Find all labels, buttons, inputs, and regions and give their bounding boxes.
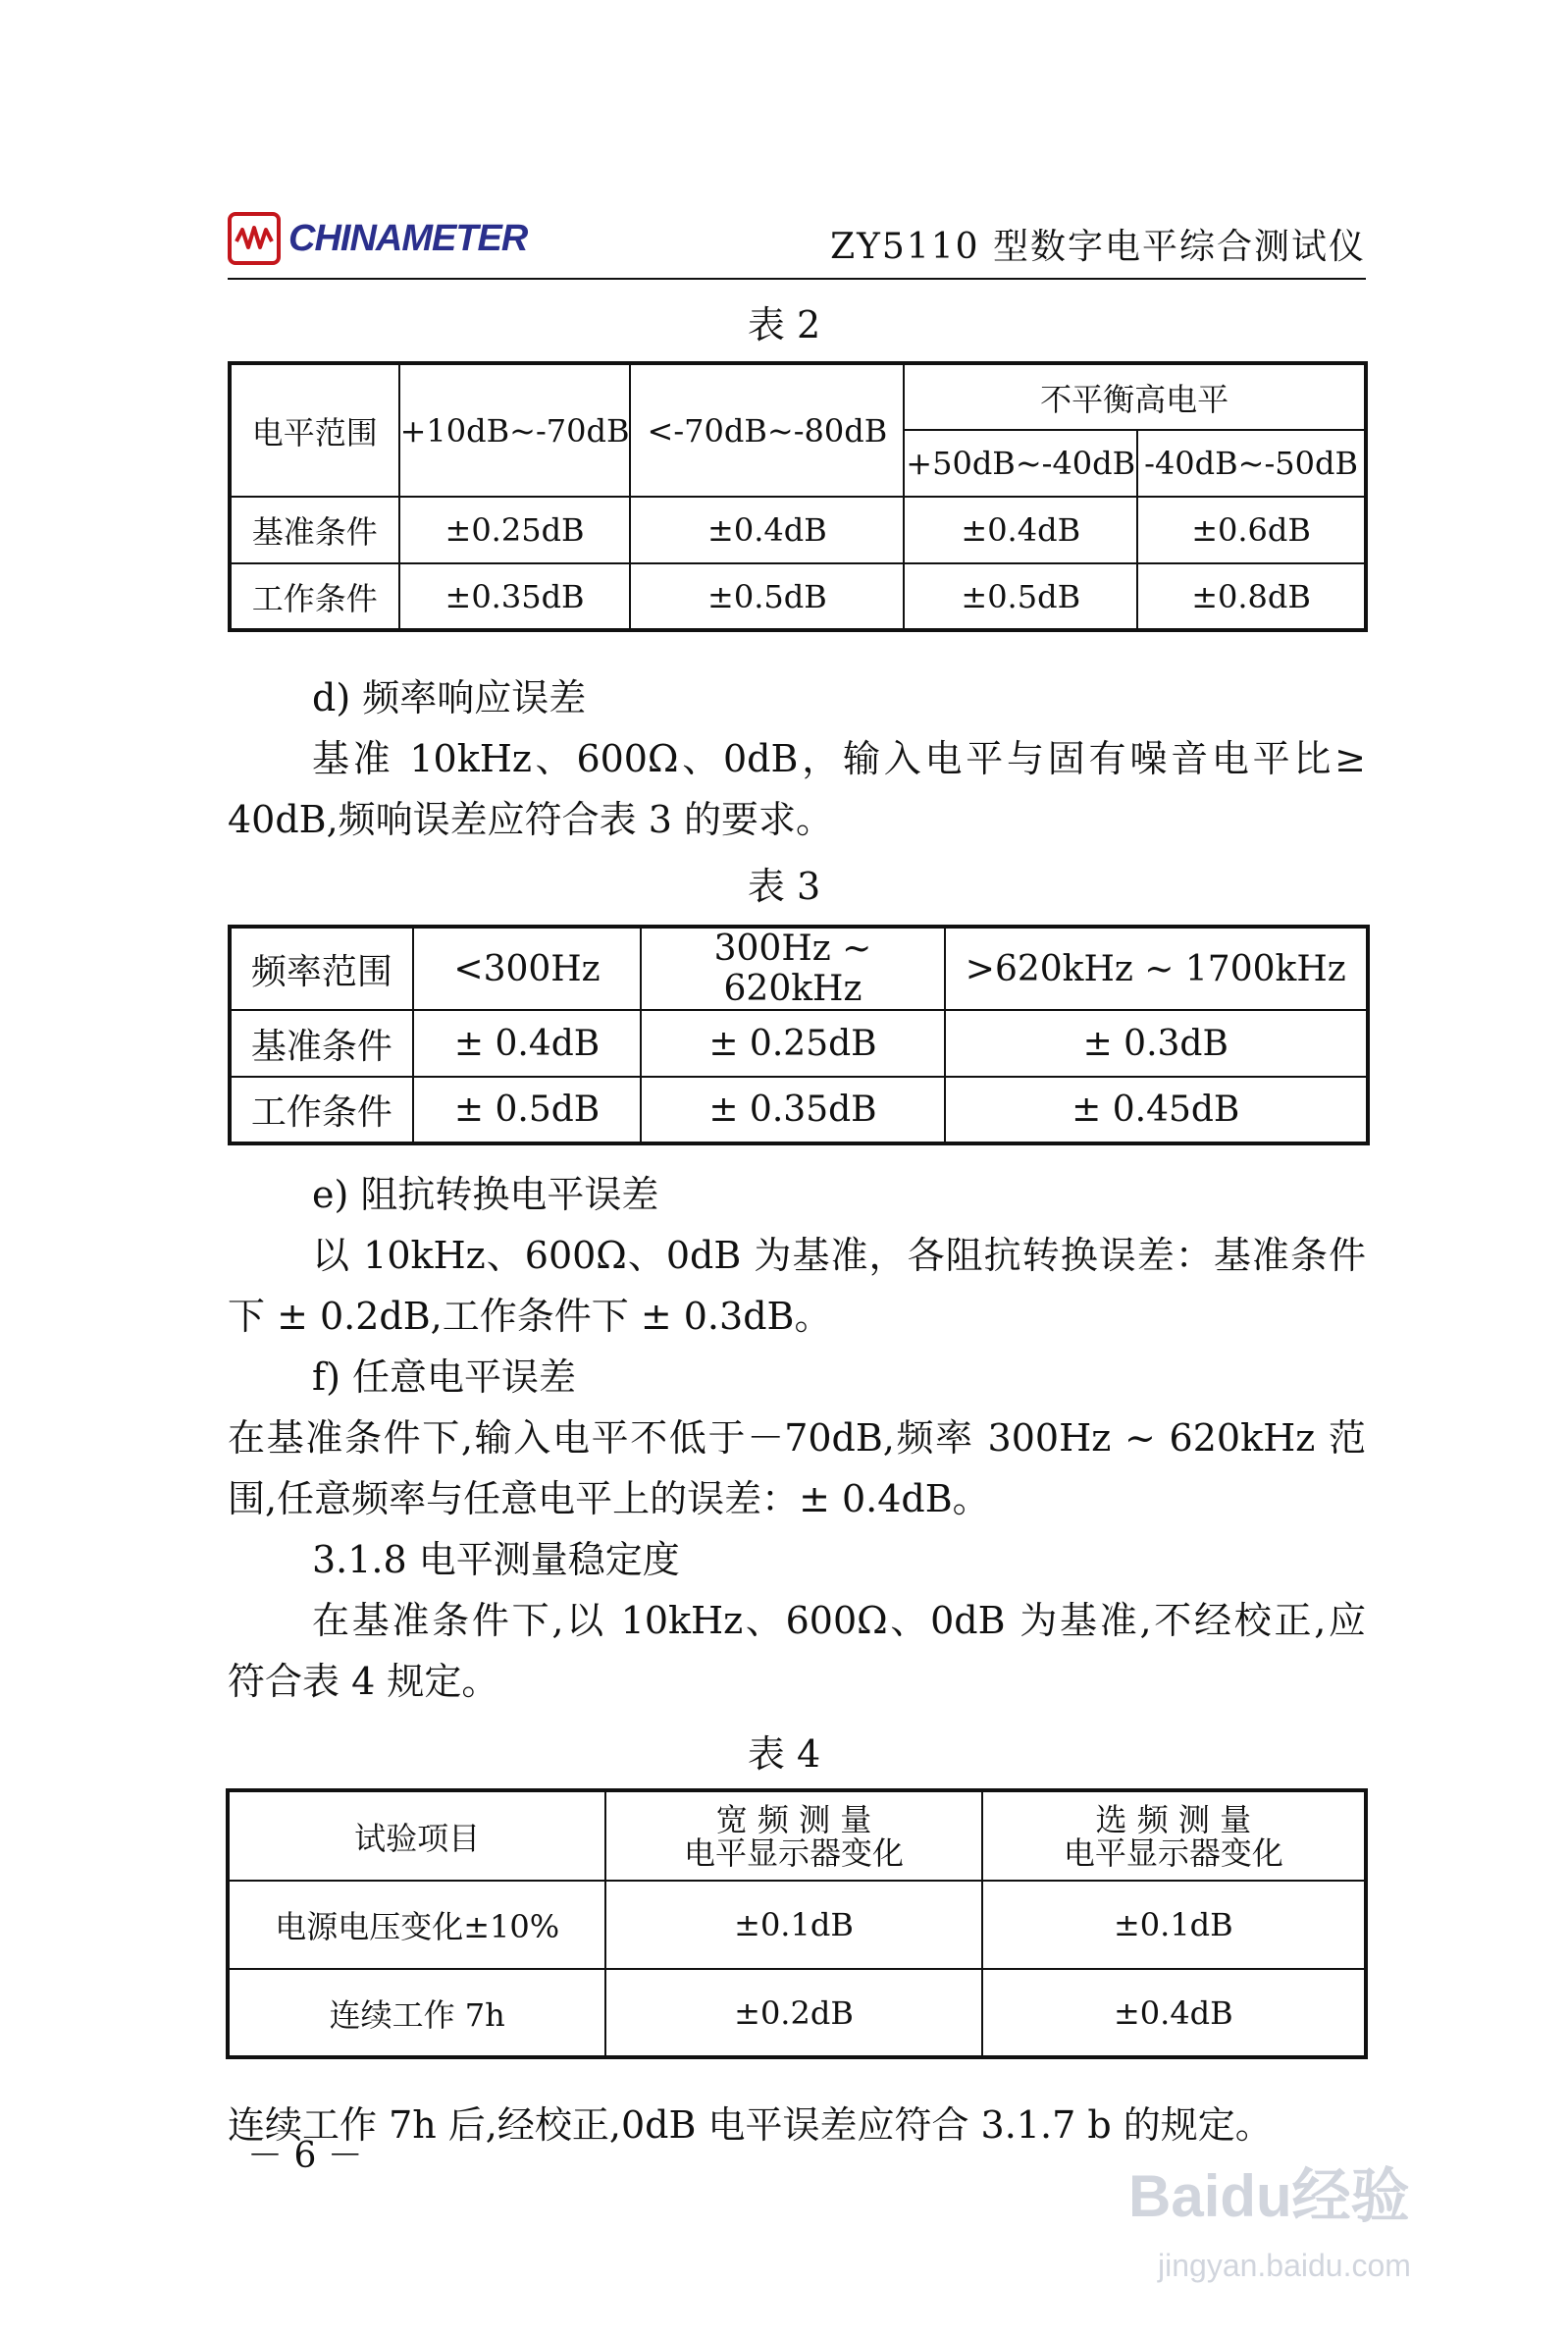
table-row	[230, 497, 1366, 563]
table2-header-cell: 电平范围	[230, 363, 399, 497]
table3-row-label: 基准条件	[230, 1010, 413, 1077]
table2-header-cell: -40dB~-50dB	[1137, 430, 1366, 497]
table3-header-cell: 300Hz ~ 620kHz	[641, 927, 944, 1010]
table4-cell: ±0.1dB	[982, 1881, 1366, 1969]
section-f	[228, 1347, 1366, 1529]
section-3-1-8-line2: 符合表 4 规定。	[228, 1660, 499, 1703]
table4-caption: 表 4	[747, 1732, 821, 1776]
table4-header-line: 选 频 测 量	[1095, 1800, 1252, 1838]
table4	[226, 1788, 1368, 2059]
logo	[228, 207, 527, 270]
table-row	[230, 1010, 1368, 1077]
table3-row-label: 工作条件	[230, 1077, 413, 1143]
table3-caption: 表 3	[747, 865, 821, 908]
table-row	[228, 1969, 1366, 2057]
document-title: ZY5110 型数字电平综合测试仪	[830, 227, 1366, 267]
table4-cell: ±0.4dB	[982, 1969, 1366, 2057]
table3-header-cell: >620kHz ~ 1700kHz	[945, 927, 1369, 1010]
section-e-heading: e) 阻抗转换电平误差	[312, 1173, 659, 1216]
table4-header-cell: 试验项目	[228, 1790, 605, 1881]
section-3-1-8	[228, 1529, 1366, 1712]
section-e-line2: 下 ± 0.2dB,工作条件下 ± 0.3dB。	[228, 1295, 832, 1338]
section-f-line1: 在基准条件下,输入电平不低于－70dB,频率 300Hz ~ 620kHz 范	[228, 1416, 1366, 1460]
table3-cell: ± 0.4dB	[413, 1010, 642, 1077]
table-row	[230, 563, 1366, 630]
logo-text: CHINAMETER	[288, 217, 528, 259]
table-row	[230, 1077, 1368, 1143]
section-f-heading: f) 任意电平误差	[312, 1355, 576, 1399]
footer-paragraph: 连续工作 7h 后,经校正,0dB 电平误差应符合 3.1.7 b 的规定。	[228, 2103, 1273, 2147]
table2-cell: ±0.5dB	[630, 563, 904, 630]
section-d-line1: 基准 10kHz、600Ω、0dB，输入电平与固有噪音电平比≥	[312, 737, 1366, 780]
section-e-line1: 以 10kHz、600Ω、0dB 为基准，各阻抗转换误差：基准条件	[312, 1234, 1366, 1277]
table2-row-label: 基准条件	[230, 497, 399, 563]
table3-cell: ± 0.25dB	[641, 1010, 944, 1077]
table3-cell: ± 0.45dB	[945, 1077, 1369, 1143]
table4-row-label: 电源电压变化±10%	[228, 1881, 605, 1969]
table3-header-cell: <300Hz	[413, 927, 642, 1010]
section-3-1-8-heading: 3.1.8 电平测量稳定度	[312, 1538, 680, 1581]
table3-cell: ± 0.5dB	[413, 1077, 642, 1143]
table3	[228, 925, 1370, 1145]
table2-cell: ±0.5dB	[904, 563, 1137, 630]
watermark-brand: Baidu经验	[1128, 2163, 1410, 2229]
table2-header-cell: +10dB~-70dB	[399, 363, 631, 497]
table4-header-cell	[982, 1790, 1366, 1881]
header-divider	[228, 278, 1366, 280]
table2-cell: ±0.25dB	[399, 497, 631, 563]
table3-header-cell: 频率范围	[230, 927, 413, 1010]
table2-cell: ±0.6dB	[1137, 497, 1366, 563]
table4-header-cell	[605, 1790, 981, 1881]
table2-cell: ±0.4dB	[904, 497, 1137, 563]
section-d	[228, 667, 1366, 850]
table2-cell: ±0.8dB	[1137, 563, 1366, 630]
chinameter-logo-icon	[228, 212, 281, 265]
section-f-line2: 围,任意频率与任意电平上的误差：± 0.4dB。	[228, 1477, 990, 1520]
section-d-heading: d) 频率响应误差	[312, 676, 587, 719]
table4-header-line: 宽 频 测 量	[715, 1800, 872, 1838]
table3-cell: ± 0.35dB	[641, 1077, 944, 1143]
table4-row-label: 连续工作 7h	[228, 1969, 605, 2057]
table2-cell: ±0.4dB	[630, 497, 904, 563]
table2-caption: 表 2	[747, 303, 821, 346]
table2-group-header: 不平衡高电平	[904, 363, 1366, 430]
table4-header-line: 电平显示器变化	[683, 1833, 904, 1872]
section-e	[228, 1164, 1366, 1347]
watermark	[1119, 2150, 1511, 2297]
table2-header-cell: <-70dB~-80dB	[630, 363, 904, 497]
table-row	[228, 1790, 1366, 1881]
table4-cell: ±0.2dB	[605, 1969, 981, 2057]
table4-cell: ±0.1dB	[605, 1881, 981, 1969]
table2-row-label: 工作条件	[230, 563, 399, 630]
table2-cell: ±0.35dB	[399, 563, 631, 630]
section-d-line2: 40dB,频响误差应符合表 3 的要求。	[228, 798, 834, 841]
page-number: － 6 －	[247, 2136, 363, 2176]
table4-header-line: 电平显示器变化	[1063, 1833, 1283, 1872]
table3-cell: ± 0.3dB	[945, 1010, 1369, 1077]
table-row	[228, 1881, 1366, 1969]
table-row	[230, 927, 1368, 1010]
table2-header-cell: +50dB~-40dB	[904, 430, 1137, 497]
page-header	[228, 201, 1366, 278]
section-3-1-8-line1: 在基准条件下,以 10kHz、600Ω、0dB 为基准,不经校正,应	[312, 1599, 1366, 1642]
watermark-url: jingyan.baidu.com	[1158, 2248, 1411, 2283]
table2	[228, 361, 1368, 632]
